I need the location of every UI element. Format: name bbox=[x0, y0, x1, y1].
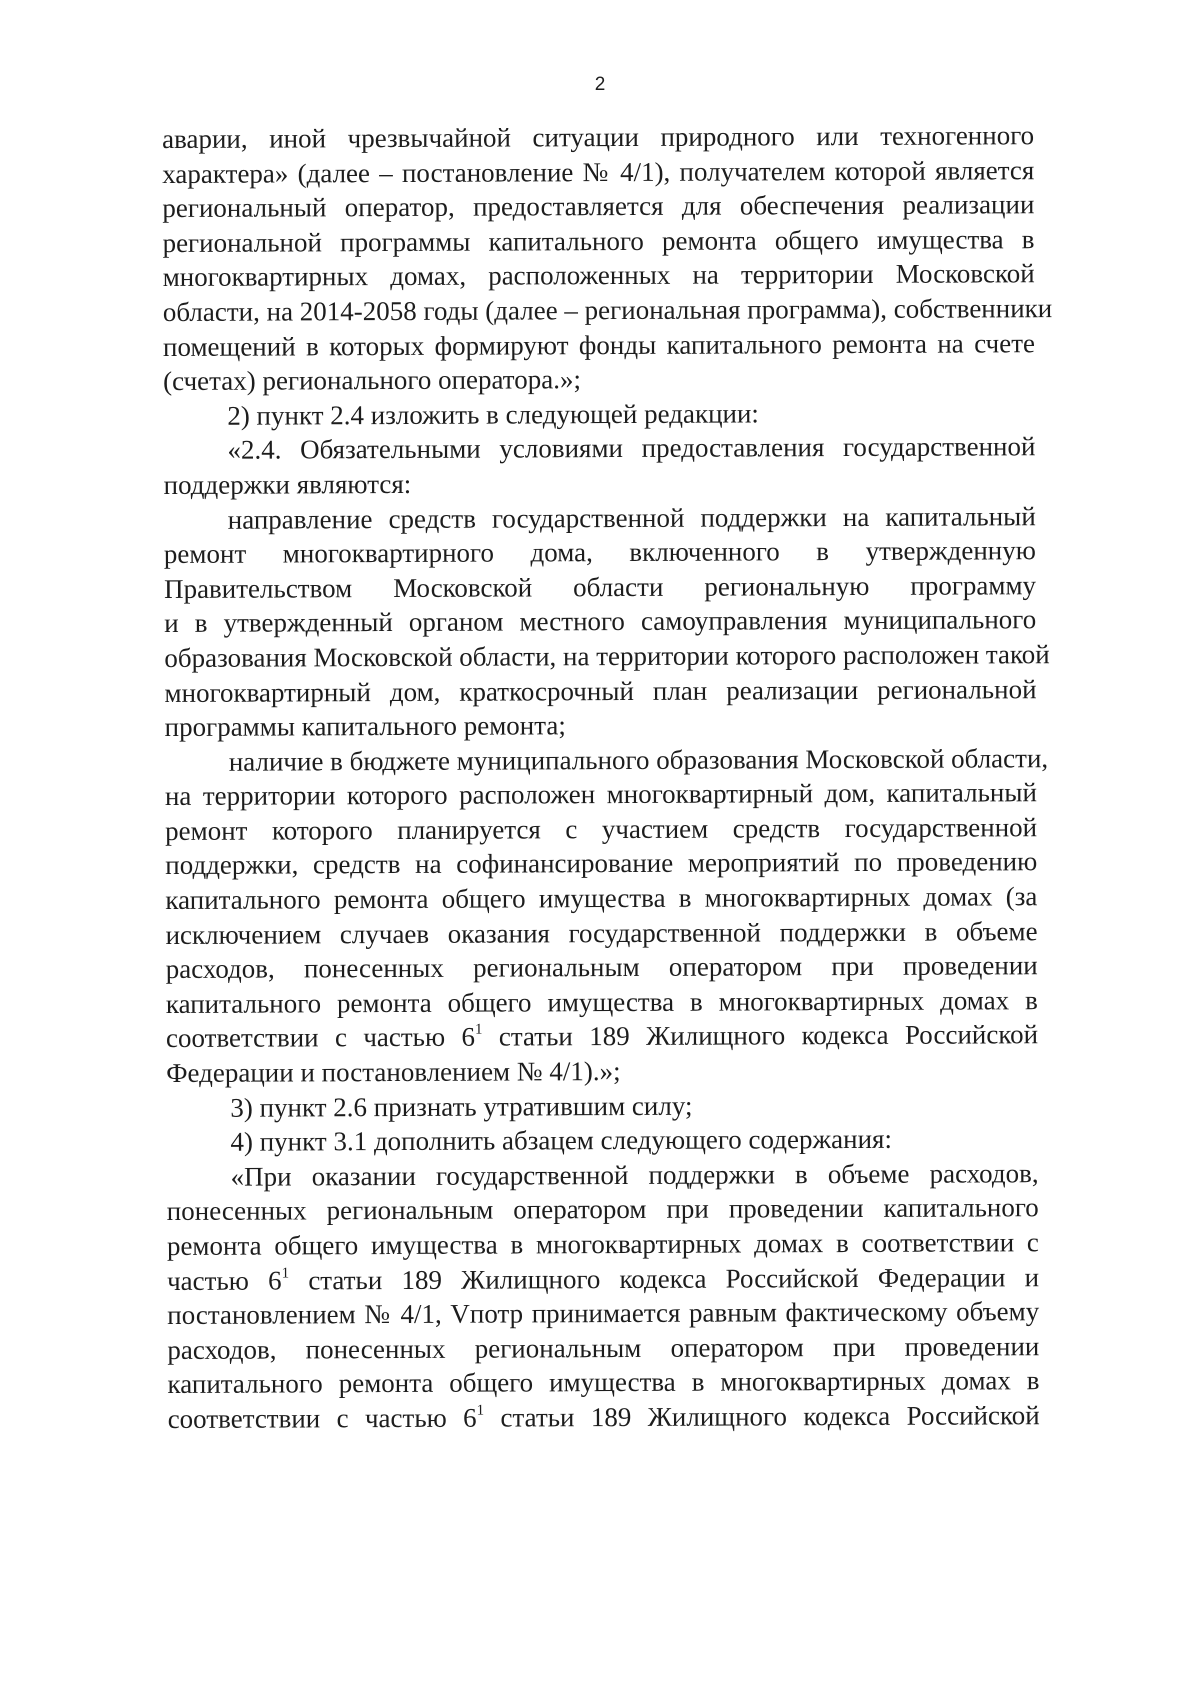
text-line: Правительством Московской области региональную программу bbox=[163, 569, 1037, 604]
text-line: на территории которого расположен многоквартирный дом, капитальный bbox=[164, 777, 1037, 812]
text-line: 4) пункт 3.1 дополнить абзацем следующего содержания: bbox=[230, 1124, 892, 1157]
text-line: капитального ремонта общего имущества в многоквартирных домах (за bbox=[165, 881, 1038, 916]
text-line bbox=[168, 1398, 1040, 1436]
text-line: характера» (далее – постановление № 4/1), получателем которой является bbox=[162, 154, 1035, 189]
text-line: многоквартирных домах, расположенных на территории Московской bbox=[162, 258, 1035, 293]
text-line: направление средств государственной поддержки на капитальный bbox=[227, 500, 1036, 535]
text-line: поддержки, средств на софинансирование мероприятий по проведению bbox=[165, 846, 1038, 881]
text-line bbox=[166, 1018, 1038, 1056]
text-fragment: частью 6 bbox=[166, 1265, 282, 1296]
text-line: образования Московской области, на территории которого расположен такой bbox=[164, 639, 1050, 673]
text-line: исключением случаев оказания государственной поддержки в объеме bbox=[165, 915, 1038, 950]
text-fragment: соответствии с частью 6 bbox=[167, 1402, 477, 1434]
text-line: «2.4. Обязательными условиями предоставления государственной bbox=[227, 431, 1036, 466]
text-fragment: соответствии с частью 6 bbox=[165, 1022, 476, 1054]
document-body bbox=[162, 118, 1053, 1436]
text-fragment: статьи 189 Жилищного кодекса Российской bbox=[482, 1019, 1039, 1053]
text-fragment: статьи 189 Жилищного кодекса Российской bbox=[484, 1400, 1040, 1433]
text-line: 2) пункт 2.4 изложить в следующей редакции: bbox=[227, 398, 759, 431]
text-line: многоквартирный дом, краткосрочный план реализации региональной bbox=[164, 673, 1037, 708]
superscript: 1 bbox=[281, 1265, 290, 1282]
text-line: капитального ремонта общего имущества в многоквартирных домах в bbox=[167, 1365, 1040, 1400]
text-line: региональной программы капитального ремонта общего имущества в bbox=[162, 223, 1035, 258]
text-line: программы капитального ремонта; bbox=[164, 710, 566, 743]
text-line: помещений в которых формируют фонды капитального ремонта на счете bbox=[162, 327, 1036, 362]
text-line: и в утвержденный органом местного самоуправления муниципального bbox=[164, 604, 1037, 639]
text-line: наличие в бюджете муниципального образования Московской области, bbox=[228, 742, 1049, 777]
text-line: ремонт которого планируется с участием средств государственной bbox=[165, 812, 1038, 846]
text-line: поддержки являются: bbox=[163, 468, 412, 500]
text-line bbox=[167, 1260, 1039, 1298]
text-line: понесенных региональным оператором при проведении капитального bbox=[166, 1192, 1039, 1227]
text-line: 3) пункт 2.6 признать утратившим силу; bbox=[230, 1090, 693, 1123]
superscript: 1 bbox=[476, 1402, 485, 1419]
text-line: области, на 2014-2058 годы (далее – региональная программа), собственники bbox=[162, 293, 1053, 327]
text-line: региональный оператор, предоставляется для обеспечения реализации bbox=[162, 189, 1035, 224]
text-line: постановлением № 4/1, Vпотр принимается равным фактическому объему bbox=[167, 1296, 1040, 1331]
text-fragment: статьи 189 Жилищного кодекса Российской Федерации и bbox=[289, 1261, 1040, 1296]
text-line: Федерации и постановлением № 4/1).»; bbox=[166, 1056, 621, 1089]
text-line: расходов, понесенных региональным оператором при проведении bbox=[165, 950, 1038, 985]
text-line: капитального ремонта общего имущества в многоквартирных домах в bbox=[165, 985, 1038, 1019]
text-line: аварии, иной чрезвычайной ситуации природного или техногенного bbox=[162, 120, 1035, 154]
superscript: 1 bbox=[474, 1022, 483, 1039]
page-number: 2 bbox=[594, 74, 606, 95]
text-line: (счетах) регионального оператора.»; bbox=[163, 364, 582, 397]
text-line: расходов, понесенных региональным оператором при проведении bbox=[167, 1330, 1040, 1365]
text-line: ремонта общего имущества в многоквартирных домах в соответствии с bbox=[166, 1227, 1039, 1261]
text-line: ремонт многоквартирного дома, включенного в утвержденную bbox=[163, 535, 1036, 570]
text-line: «При оказании государственной поддержки в объеме расходов, bbox=[230, 1157, 1039, 1192]
